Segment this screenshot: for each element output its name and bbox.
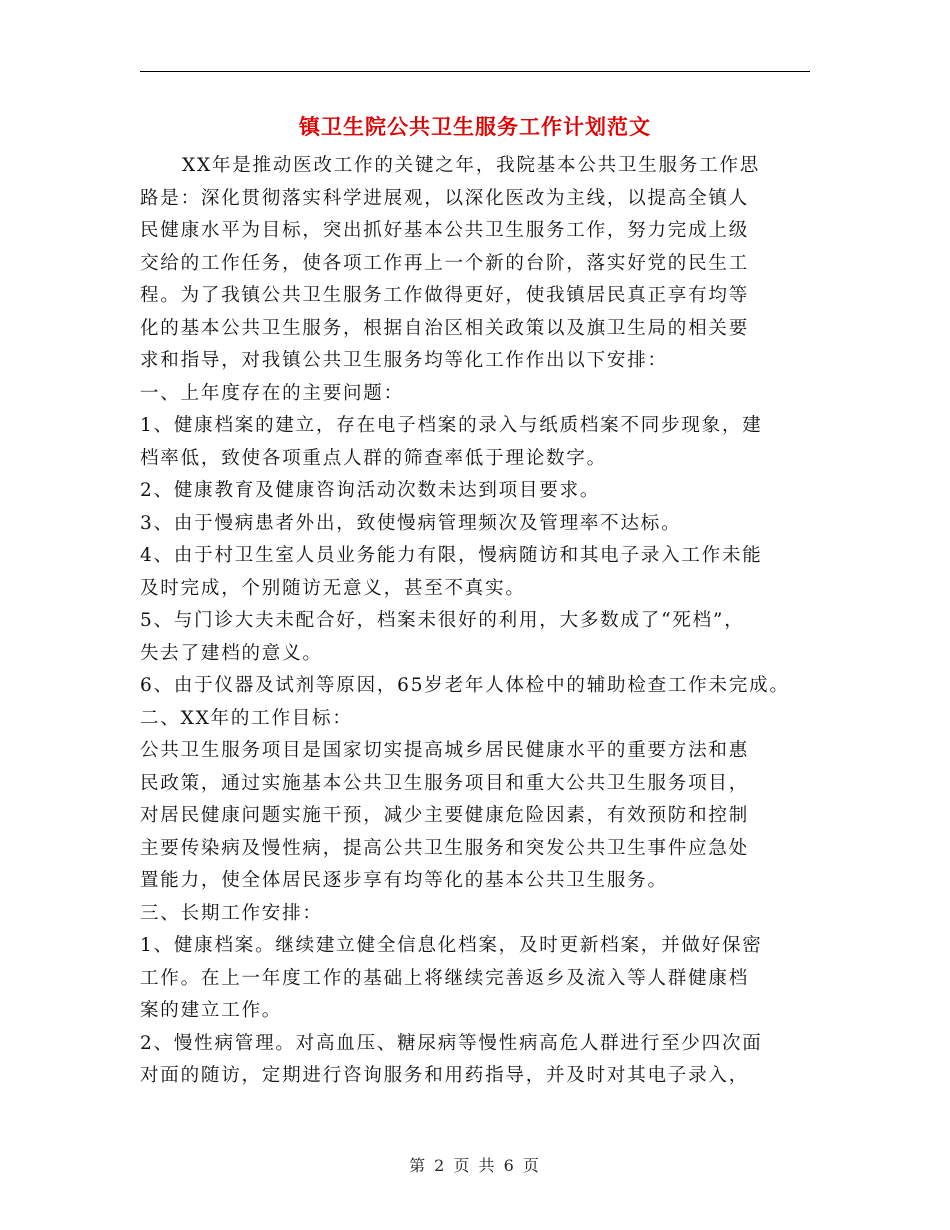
list-item-line: 1、健康档案的建立，存在电子档案的录入与纸质档案不同步现象，建 [140,415,763,436]
paragraph-line: 民政策，通过实施基本公共卫生服务项目和重大公共卫生服务项目， [140,772,750,794]
list-item-line: 2、慢性病管理。对高血压、糖尿病等慢性病高危人群进行至少四次面 [140,1032,763,1054]
list-item-line: 2、健康教育及健康咨询活动次数未达到项目要求。 [140,480,601,501]
list-item-line: 工作。在上一年度工作的基础上将继续完善返乡及流入等人群健康档 [140,967,750,989]
paragraph-line: 程。为了我镇公共卫生服务工作做得更好，使我镇居民真正享有均等 [140,285,750,306]
document-title: 镇卫生院公共卫生服务工作计划范文 [299,114,651,139]
list-item-line: 5、与门诊大夫未配合好，档案未很好的利用，大多数成了“死档”， [140,610,745,631]
paragraph-line: 公共卫生服务项目是国家切实提高城乡居民健康水平的重要方法和惠 [140,740,750,761]
list-item-line: 对面的随访，定期进行咨询服务和用药指导，并及时对其电子录入， [140,1065,750,1086]
page-number-footer: 第 2 页 共 6 页 [409,1156,541,1175]
list-item-line: 失去了建档的意义。 [140,642,323,664]
document-body [140,150,830,1093]
header-rule [140,71,810,72]
paragraph-line: 民健康水平为目标，突出抓好基本公共卫生服务工作，努力完成上级 [140,220,750,241]
section-heading: 二、XX年的工作目标： [140,707,353,729]
section-heading: 三、长期工作安排： [140,902,323,924]
paragraph-line: 交给的工作任务，使各项工作再上一个新的台阶，落实好党的民生工 [140,252,750,274]
section-heading: 一、上年度存在的主要问题： [140,382,404,404]
list-item-line: 1、健康档案。继续建立健全信息化档案，及时更新档案，并做好保密 [140,935,763,956]
paragraph-line: 路是：深化贯彻落实科学进展观，以深化医改为主线，以提高全镇人 [140,187,750,209]
paragraph-line: 对居民健康问题实施干预，减少主要健康危险因素，有效预防和控制 [140,805,750,826]
paragraph-line: XX年是推动医改工作的关键之年，我院基本公共卫生服务工作思 [182,155,761,176]
paragraph-line: 置能力，使全体居民逐步享有均等化的基本公共卫生服务。 [140,870,668,891]
list-item-line: 档率低，致使各项重点人群的筛查率低于理论数字。 [140,447,607,469]
list-item-line: 3、由于慢病患者外出，致使慢病管理频次及管理率不达标。 [140,512,682,534]
paragraph-line: 求和指导，对我镇公共卫生服务均等化工作作出以下安排： [140,350,668,371]
paragraph-line: 化的基本公共卫生服务，根据自治区相关政策以及旗卫生局的相关要 [140,317,750,339]
list-item-line: 4、由于村卫生室人员业务能力有限，慢病随访和其电子录入工作未能 [140,545,763,566]
list-item-line: 6、由于仪器及试剂等原因，65岁老年人体检中的辅助检查工作未完成。 [140,675,790,696]
paragraph-line: 主要传染病及慢性病，提高公共卫生服务和突发公共卫生事件应急处 [140,837,750,859]
list-item-line: 及时完成，个别随访无意义，甚至不真实。 [140,577,526,599]
list-item-line: 案的建立工作。 [140,1000,283,1021]
